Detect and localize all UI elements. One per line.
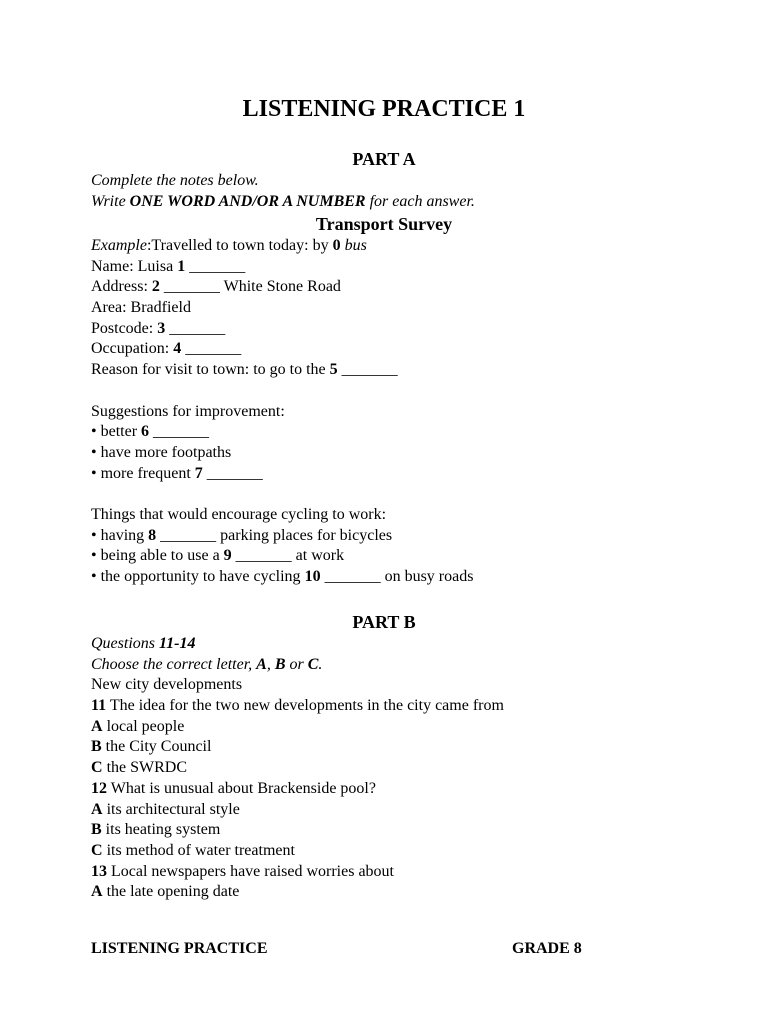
answer-option[interactable] xyxy=(91,820,731,841)
note-text: Name: Luisa xyxy=(91,257,178,275)
question-number: 5 xyxy=(329,361,338,379)
note-line xyxy=(91,298,731,319)
question-text: The idea for the two new developments in the city came from xyxy=(106,697,504,715)
question-number: 4 xyxy=(173,340,182,358)
part-a-heading: PART A xyxy=(352,149,416,169)
note-line xyxy=(91,257,731,278)
answer-blank[interactable]: _______ on busy roads xyxy=(320,568,474,585)
example-number: 0 xyxy=(332,237,341,254)
question-number: 7 xyxy=(194,464,203,482)
answer-blank[interactable]: _______ xyxy=(185,257,246,275)
instruction-line-1: Complete the notes below. xyxy=(91,172,259,189)
option-letter: B xyxy=(274,655,286,673)
note-text: Reason for visit to town: to go to the xyxy=(91,361,330,379)
answer-option[interactable] xyxy=(91,841,731,862)
option-letter: A xyxy=(256,655,267,673)
option-letter: C xyxy=(91,759,103,777)
answer-blank[interactable]: _______ xyxy=(165,319,226,337)
example-label: Example xyxy=(91,237,147,254)
answer-blank[interactable]: _______ xyxy=(181,340,242,358)
question-text: What is unusual about Brackenside pool? xyxy=(107,779,376,797)
question-text: Local newspapers have raised worries about xyxy=(107,862,394,880)
question-number: 10 xyxy=(304,568,321,585)
example-line xyxy=(91,236,731,257)
note-text: • having xyxy=(91,526,149,544)
note-text: • have more footpaths xyxy=(91,443,232,461)
instruction-emphasis: ONE WORD AND/OR A NUMBER xyxy=(129,192,366,210)
question-number: 6 xyxy=(141,423,150,441)
option-letter: C xyxy=(91,841,103,859)
option-text: its heating system xyxy=(101,821,221,839)
question-number: 8 xyxy=(148,526,157,544)
note-text: Occupation: xyxy=(91,340,174,358)
topic-line: New city developments xyxy=(91,676,243,694)
answer-blank[interactable]: _______ parking places for bicycles xyxy=(156,526,393,544)
spacer xyxy=(91,484,731,505)
question-number: 3 xyxy=(157,319,166,337)
bullet-item xyxy=(91,526,731,547)
option-text: the City Council xyxy=(101,738,212,756)
survey-title: Transport Survey xyxy=(315,214,453,234)
answer-blank[interactable]: _______ xyxy=(202,464,263,482)
instruction-text: . xyxy=(318,655,323,673)
instruction-text: Choose the correct letter, xyxy=(91,655,257,673)
question-number: 1 xyxy=(177,257,186,275)
footer-left: LISTENING PRACTICE xyxy=(91,940,268,957)
note-text: Area: Bradfield xyxy=(91,299,191,317)
page-title: LISTENING PRACTICE 1 xyxy=(242,96,526,122)
note-text: Postcode: xyxy=(91,319,158,337)
questions-label: Questions xyxy=(91,635,159,652)
option-text: local people xyxy=(102,717,185,735)
note-text: • better xyxy=(91,423,142,441)
answer-blank[interactable]: _______ White Stone Road xyxy=(159,278,341,296)
note-line xyxy=(91,277,731,298)
answer-blank[interactable]: _______ at work xyxy=(231,547,345,565)
instruction-text: for each answer. xyxy=(365,192,475,210)
question-number: 12 xyxy=(91,779,107,797)
answer-option[interactable] xyxy=(91,800,731,821)
bullet-item xyxy=(91,567,731,588)
option-letter: A xyxy=(91,800,103,818)
questions-range: 11-14 xyxy=(159,635,196,652)
instruction-text: , xyxy=(266,655,275,673)
answer-option[interactable] xyxy=(91,882,731,903)
cycling-heading: Things that would encourage cycling to work: xyxy=(91,505,387,523)
footer-right: GRADE 8 xyxy=(512,940,582,957)
option-letter: B xyxy=(91,821,102,839)
note-text: • being able to use a xyxy=(91,547,224,565)
answer-option[interactable] xyxy=(91,758,731,779)
bullet-item xyxy=(91,422,731,443)
choose-instruction xyxy=(91,655,731,676)
suggestions-heading: Suggestions for improvement: xyxy=(91,402,285,420)
note-text: • the opportunity to have cycling xyxy=(91,568,305,585)
bullet-item xyxy=(91,546,731,567)
option-text: its architectural style xyxy=(102,800,240,818)
answer-blank[interactable]: _______ xyxy=(149,423,210,441)
bullet-item xyxy=(91,443,731,464)
answer-option[interactable] xyxy=(91,717,731,738)
answer-option[interactable] xyxy=(91,737,731,758)
question-line xyxy=(91,862,731,883)
note-line xyxy=(91,319,731,340)
part-b-questions xyxy=(91,634,731,903)
question-number: 9 xyxy=(223,547,232,565)
question-line xyxy=(91,696,731,717)
example-text: :Travelled to town today: by xyxy=(146,237,333,254)
question-line xyxy=(91,779,731,800)
note-text: • more frequent xyxy=(91,464,195,482)
option-letter: A xyxy=(91,883,103,901)
instruction-text: or xyxy=(285,655,308,673)
example-answer: bus xyxy=(344,237,367,254)
part-a-instructions xyxy=(91,171,731,212)
instruction-text: Write xyxy=(91,192,130,210)
option-letter: B xyxy=(91,738,102,756)
option-text: the late opening date xyxy=(102,883,240,901)
instruction-line-2 xyxy=(91,192,731,213)
spacer xyxy=(91,381,731,402)
option-letter: A xyxy=(91,717,103,735)
answer-blank[interactable]: _______ xyxy=(337,361,398,379)
option-letter: C xyxy=(307,655,319,673)
question-number: 11 xyxy=(91,697,107,715)
questions-range-line xyxy=(91,634,731,655)
option-text: the SWRDC xyxy=(102,759,188,777)
question-number: 13 xyxy=(91,862,107,880)
transport-survey-notes xyxy=(91,236,731,588)
note-text: Address: xyxy=(91,278,152,296)
bullet-item xyxy=(91,464,731,485)
option-text: its method of water treatment xyxy=(102,841,295,859)
note-line xyxy=(91,360,731,381)
question-number: 2 xyxy=(151,278,160,296)
part-b-heading: PART B xyxy=(352,612,416,632)
note-line xyxy=(91,339,731,360)
